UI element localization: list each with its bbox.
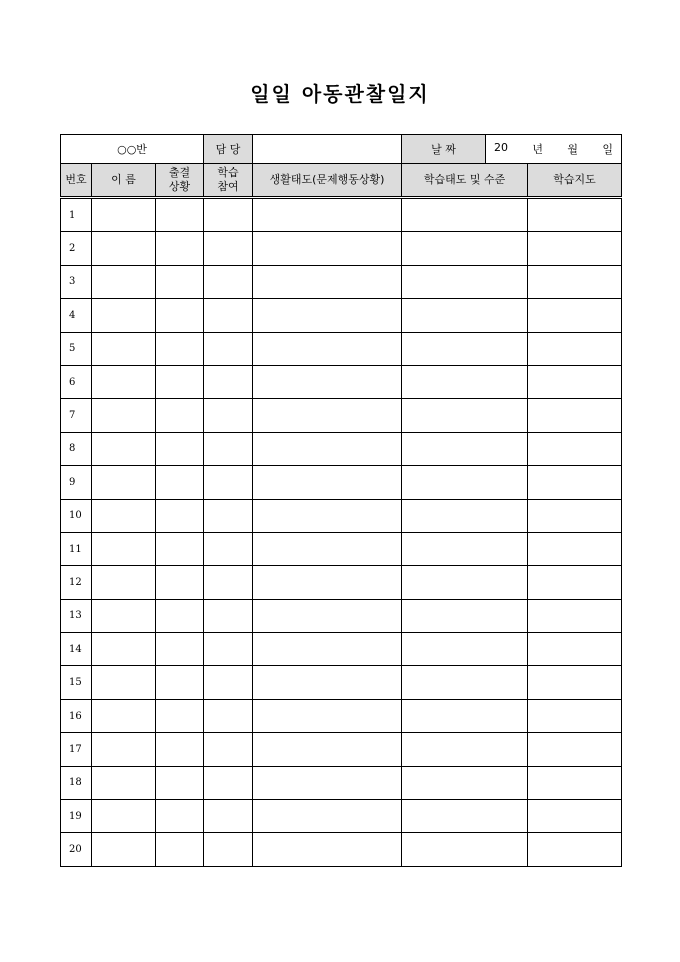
life-attitude-cell[interactable] <box>253 566 402 599</box>
row-number: 15 <box>61 666 92 699</box>
row-number: 20 <box>61 833 92 866</box>
attendance-cell[interactable] <box>156 466 204 499</box>
col-participation-line1: 학습 <box>217 166 239 179</box>
life-attitude-cell[interactable] <box>253 365 402 398</box>
participation-cell[interactable] <box>204 399 253 432</box>
attendance-cell[interactable] <box>156 566 204 599</box>
table-row <box>61 265 622 298</box>
row-number: 2 <box>61 232 92 265</box>
col-life-attitude: 생활태도(문제행동상황) <box>253 164 402 198</box>
teacher-label: 담 당 <box>204 135 253 164</box>
life-attitude-cell[interactable] <box>253 699 402 732</box>
name-cell[interactable] <box>92 800 156 833</box>
attendance-cell[interactable] <box>156 232 204 265</box>
attendance-cell[interactable] <box>156 733 204 766</box>
participation-cell[interactable] <box>204 699 253 732</box>
date-day-unit: 일 <box>602 143 614 156</box>
participation-cell[interactable] <box>204 299 253 332</box>
name-cell[interactable] <box>92 766 156 799</box>
attendance-cell[interactable] <box>156 599 204 632</box>
col-participation-line2: 참여 <box>217 180 239 193</box>
table-row <box>61 299 622 332</box>
name-cell[interactable] <box>92 599 156 632</box>
attendance-cell[interactable] <box>156 399 204 432</box>
guidance-cell[interactable] <box>528 633 622 666</box>
row-number: 7 <box>61 399 92 432</box>
participation-cell[interactable] <box>204 432 253 465</box>
life-attitude-cell[interactable] <box>253 399 402 432</box>
guidance-cell[interactable] <box>528 466 622 499</box>
study-attitude-cell[interactable] <box>402 800 528 833</box>
study-attitude-cell[interactable] <box>402 833 528 866</box>
row-number: 5 <box>61 332 92 365</box>
study-attitude-cell[interactable] <box>402 466 528 499</box>
col-attendance-line2: 상황 <box>168 180 191 193</box>
row-number: 14 <box>61 633 92 666</box>
attendance-cell[interactable] <box>156 365 204 398</box>
life-attitude-cell[interactable] <box>253 332 402 365</box>
attendance-cell[interactable] <box>156 633 204 666</box>
guidance-cell[interactable] <box>528 499 622 532</box>
guidance-cell[interactable] <box>528 733 622 766</box>
study-attitude-cell[interactable] <box>402 766 528 799</box>
attendance-cell[interactable] <box>156 532 204 565</box>
date-label: 날 짜 <box>402 135 486 164</box>
name-cell[interactable] <box>92 633 156 666</box>
name-cell[interactable] <box>92 232 156 265</box>
participation-cell[interactable] <box>204 499 253 532</box>
name-cell[interactable] <box>92 499 156 532</box>
participation-cell[interactable] <box>204 599 253 632</box>
participation-cell[interactable] <box>204 766 253 799</box>
life-attitude-cell[interactable] <box>253 766 402 799</box>
guidance-cell[interactable] <box>528 833 622 866</box>
attendance-cell[interactable] <box>156 833 204 866</box>
table-body <box>61 198 622 867</box>
attendance-cell[interactable] <box>156 800 204 833</box>
study-attitude-cell[interactable] <box>402 566 528 599</box>
study-attitude-cell[interactable] <box>402 499 528 532</box>
row-number: 1 <box>61 198 92 232</box>
row-number: 4 <box>61 299 92 332</box>
col-attendance <box>156 164 204 198</box>
participation-cell[interactable] <box>204 633 253 666</box>
participation-cell[interactable] <box>204 666 253 699</box>
guidance-cell[interactable] <box>528 232 622 265</box>
guidance-cell[interactable] <box>528 800 622 833</box>
guidance-cell[interactable] <box>528 265 622 298</box>
table-row <box>61 232 622 265</box>
name-cell[interactable] <box>92 532 156 565</box>
info-row <box>61 135 622 164</box>
study-attitude-cell[interactable] <box>402 432 528 465</box>
page-title: 일일 아동관찰일지 <box>250 82 430 106</box>
table-row <box>61 633 622 666</box>
guidance-cell[interactable] <box>528 432 622 465</box>
col-participation <box>204 164 253 198</box>
participation-cell[interactable] <box>204 198 253 232</box>
life-attitude-cell[interactable] <box>253 432 402 465</box>
guidance-cell[interactable] <box>528 666 622 699</box>
life-attitude-cell[interactable] <box>253 466 402 499</box>
participation-cell[interactable] <box>204 365 253 398</box>
name-cell[interactable] <box>92 265 156 298</box>
life-attitude-cell[interactable] <box>253 265 402 298</box>
participation-cell[interactable] <box>204 566 253 599</box>
col-study-attitude: 학습태도 및 수준 <box>402 164 528 198</box>
study-attitude-cell[interactable] <box>402 232 528 265</box>
col-number: 번호 <box>61 164 92 198</box>
life-attitude-cell[interactable] <box>253 198 402 232</box>
participation-cell[interactable] <box>204 833 253 866</box>
attendance-cell[interactable] <box>156 198 204 232</box>
name-cell[interactable] <box>92 332 156 365</box>
guidance-cell[interactable] <box>528 365 622 398</box>
study-attitude-cell[interactable] <box>402 332 528 365</box>
study-attitude-cell[interactable] <box>402 633 528 666</box>
participation-cell[interactable] <box>204 532 253 565</box>
name-cell[interactable] <box>92 566 156 599</box>
participation-cell[interactable] <box>204 466 253 499</box>
col-guidance: 학습지도 <box>528 164 622 198</box>
name-cell[interactable] <box>92 299 156 332</box>
study-attitude-cell[interactable] <box>402 399 528 432</box>
life-attitude-cell[interactable] <box>253 232 402 265</box>
life-attitude-cell[interactable] <box>253 666 402 699</box>
name-cell[interactable] <box>92 198 156 232</box>
study-attitude-cell[interactable] <box>402 699 528 732</box>
col-attendance-line1: 출결 <box>168 166 191 179</box>
name-cell[interactable] <box>92 666 156 699</box>
study-attitude-cell[interactable] <box>402 198 528 232</box>
attendance-cell[interactable] <box>156 332 204 365</box>
table-row <box>61 332 622 365</box>
table-row <box>61 566 622 599</box>
name-cell[interactable] <box>92 399 156 432</box>
table-row <box>61 800 622 833</box>
table-row <box>61 733 622 766</box>
study-attitude-cell[interactable] <box>402 265 528 298</box>
participation-cell[interactable] <box>204 332 253 365</box>
name-cell[interactable] <box>92 365 156 398</box>
guidance-cell[interactable] <box>528 332 622 365</box>
participation-cell[interactable] <box>204 232 253 265</box>
guidance-cell[interactable] <box>528 532 622 565</box>
attendance-cell[interactable] <box>156 432 204 465</box>
table-row <box>61 399 622 432</box>
name-cell[interactable] <box>92 432 156 465</box>
row-number: 8 <box>61 432 92 465</box>
table-row <box>61 532 622 565</box>
table-row <box>61 365 622 398</box>
study-attitude-cell[interactable] <box>402 666 528 699</box>
guidance-cell[interactable] <box>528 399 622 432</box>
attendance-cell[interactable] <box>156 666 204 699</box>
participation-cell[interactable] <box>204 733 253 766</box>
teacher-value[interactable] <box>253 135 402 164</box>
attendance-cell[interactable] <box>156 699 204 732</box>
table-row <box>61 432 622 465</box>
table-row <box>61 466 622 499</box>
study-attitude-cell[interactable] <box>402 299 528 332</box>
attendance-cell[interactable] <box>156 766 204 799</box>
name-cell[interactable] <box>92 833 156 866</box>
name-cell[interactable] <box>92 466 156 499</box>
participation-cell[interactable] <box>204 265 253 298</box>
guidance-cell[interactable] <box>528 198 622 232</box>
guidance-cell[interactable] <box>528 566 622 599</box>
attendance-cell[interactable] <box>156 499 204 532</box>
table-row <box>61 198 622 232</box>
observation-table <box>60 134 622 867</box>
name-cell[interactable] <box>92 699 156 732</box>
class-cell: ○○반 <box>61 135 204 164</box>
table-row <box>61 599 622 632</box>
life-attitude-cell[interactable] <box>253 800 402 833</box>
row-number: 13 <box>61 599 92 632</box>
life-attitude-cell[interactable] <box>253 299 402 332</box>
date-value[interactable] <box>486 135 622 164</box>
guidance-cell[interactable] <box>528 599 622 632</box>
study-attitude-cell[interactable] <box>402 733 528 766</box>
table-row <box>61 699 622 732</box>
row-number: 17 <box>61 733 92 766</box>
row-number: 10 <box>61 499 92 532</box>
row-number: 16 <box>61 699 92 732</box>
life-attitude-cell[interactable] <box>253 532 402 565</box>
study-attitude-cell[interactable] <box>402 365 528 398</box>
row-number: 18 <box>61 766 92 799</box>
life-attitude-cell[interactable] <box>253 633 402 666</box>
row-number: 9 <box>61 466 92 499</box>
attendance-cell[interactable] <box>156 299 204 332</box>
attendance-cell[interactable] <box>156 265 204 298</box>
guidance-cell[interactable] <box>528 699 622 732</box>
guidance-cell[interactable] <box>528 766 622 799</box>
table-row <box>61 499 622 532</box>
participation-cell[interactable] <box>204 800 253 833</box>
table-row <box>61 833 622 866</box>
date-year-unit: 년 <box>532 143 544 156</box>
date-year: 20 <box>494 141 509 154</box>
table-row <box>61 766 622 799</box>
col-name: 이 름 <box>92 164 156 198</box>
row-number: 19 <box>61 800 92 833</box>
life-attitude-cell[interactable] <box>253 499 402 532</box>
row-number: 12 <box>61 566 92 599</box>
study-attitude-cell[interactable] <box>402 599 528 632</box>
life-attitude-cell[interactable] <box>253 833 402 866</box>
life-attitude-cell[interactable] <box>253 733 402 766</box>
study-attitude-cell[interactable] <box>402 532 528 565</box>
row-number: 3 <box>61 265 92 298</box>
guidance-cell[interactable] <box>528 299 622 332</box>
row-number: 11 <box>61 532 92 565</box>
row-number: 6 <box>61 365 92 398</box>
date-month-unit: 월 <box>567 143 579 156</box>
life-attitude-cell[interactable] <box>253 599 402 632</box>
name-cell[interactable] <box>92 733 156 766</box>
header-row <box>61 164 622 198</box>
table-row <box>61 666 622 699</box>
